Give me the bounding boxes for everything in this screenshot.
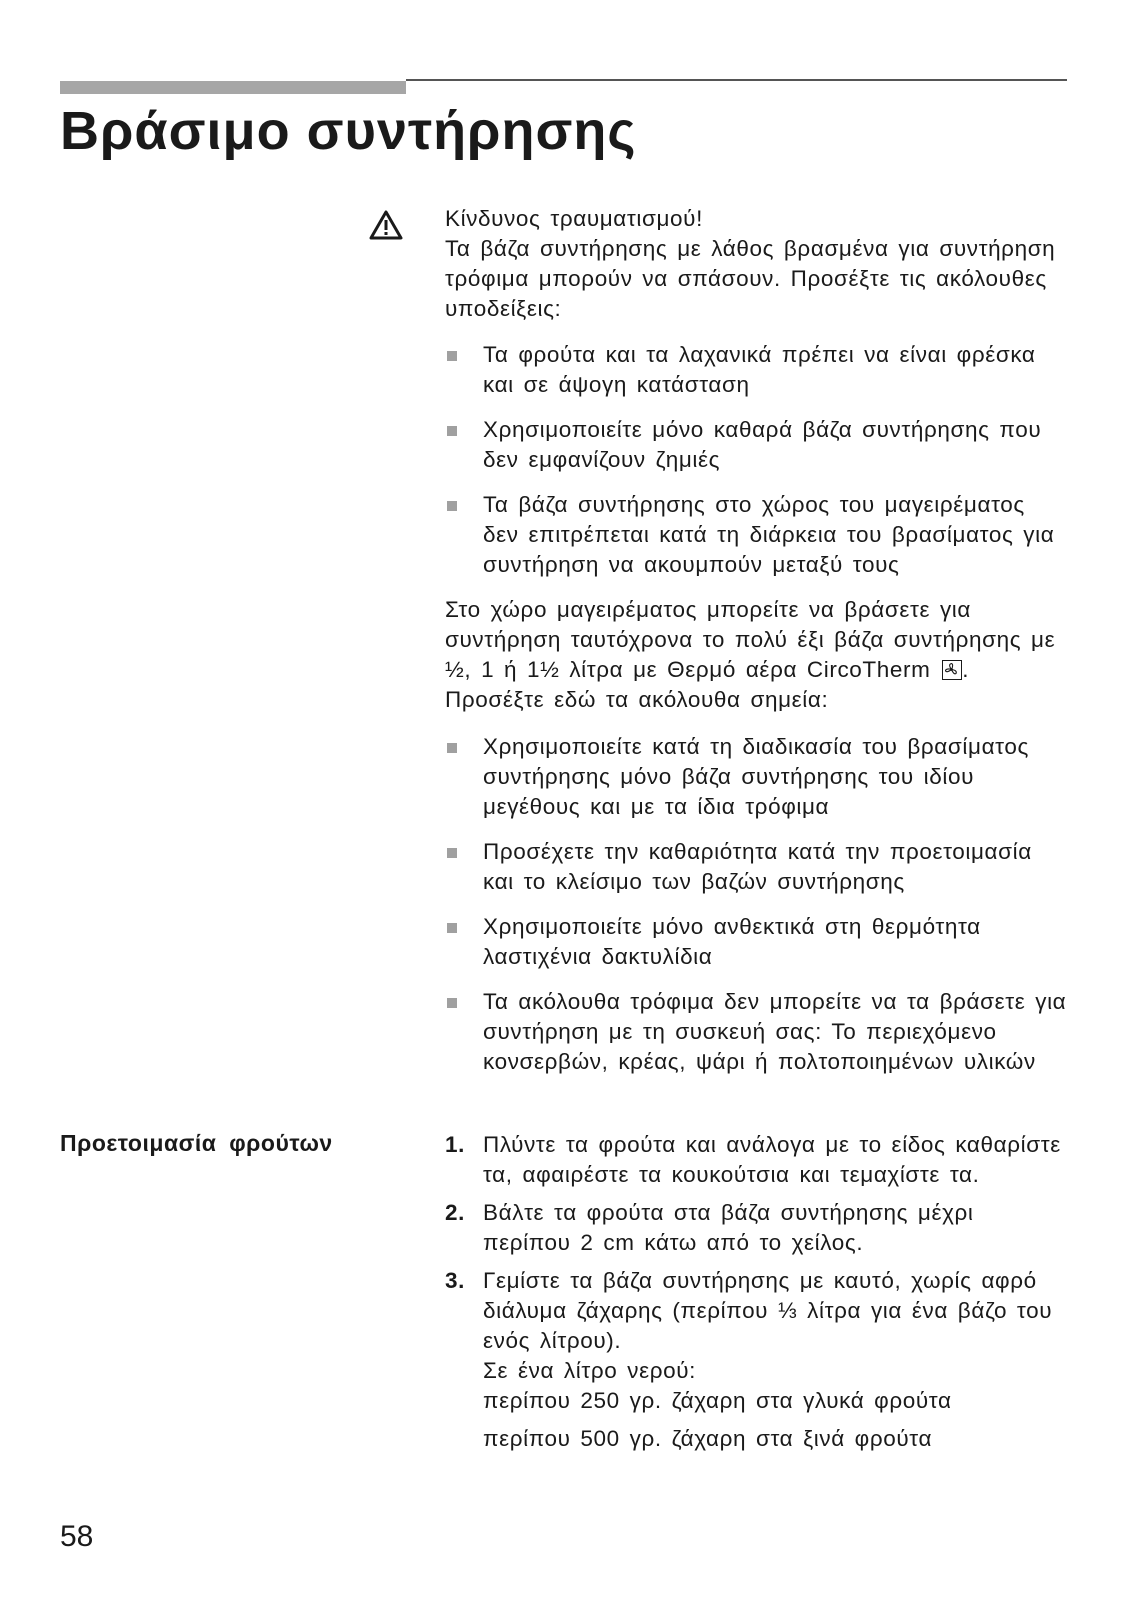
circotherm-list <box>445 732 1070 1077</box>
warning-triangle-icon <box>369 210 403 240</box>
steps-list <box>445 1130 1070 1462</box>
main-content <box>445 204 1070 1092</box>
page-number: 58 <box>60 1520 94 1553</box>
list-item <box>445 732 1070 822</box>
step-number: 3. <box>445 1268 465 1293</box>
step-number: 1. <box>445 1132 465 1157</box>
page-title: Βράσιμο συντήρησης <box>60 101 637 161</box>
list-item <box>445 837 1070 897</box>
bullet-square-icon <box>447 848 457 858</box>
circotherm-text: Στο χώρο μαγειρέματος μπορείτε να βράσετε για συντήρηση ταυτόχρονα το πολύ έξι βάζα συντήρησης με ½, 1 ή 1½ λίτρα με Θερμό αέρα CircoTherm <box>445 597 1056 682</box>
step-item <box>445 1198 1070 1258</box>
step-text: Γεμίστε τα βάζα συντήρησης με καυτό, χωρίς αφρό διάλυμα ζάχαρης (περίπου ⅓ λίτρα για ένα βάζο του ενός λίτρου). <box>483 1268 1053 1353</box>
header-rule-thin <box>406 79 1067 81</box>
warning-text: Τα βάζα συντήρησης με λάθος βρασμένα για συντήρηση τρόφιμα μπορούν να σπάσουν. Προσέξτε τις ακόλουθες υποδείξεις: <box>445 236 1056 321</box>
list-item <box>445 340 1070 400</box>
list-item-text: Τα φρούτα και τα λαχανικά πρέπει να είναι φρέσκα και σε άψογη κατάσταση <box>483 342 1036 397</box>
header-rule-thick <box>60 81 406 94</box>
list-item-text: Χρησιμοποιείτε μόνο ανθεκτικά στη θερμότητα λαστιχένια δακτυλίδια <box>483 914 981 969</box>
list-item <box>445 415 1070 475</box>
step-item <box>445 1266 1070 1454</box>
bullet-square-icon <box>447 923 457 933</box>
list-item-text: Τα ακόλουθα τρόφιμα δεν μπορείτε να τα βράσετε για συντήρηση με τη συσκευή σας: Το περιεχόμενο κονσερβών, κρέας, ψάρι ή πολτοποιημένων υλικών <box>483 989 1067 1074</box>
bullet-square-icon <box>447 998 457 1008</box>
step-number: 2. <box>445 1200 465 1225</box>
list-item <box>445 987 1070 1077</box>
circotherm-paragraph <box>445 595 1070 715</box>
list-item-text: Προσέχετε την καθαριότητα κατά την προετοιμασία και το κλείσιμο των βαζών συντήρησης <box>483 839 1032 894</box>
section-heading: Προετοιμασία φρούτων <box>60 1130 333 1156</box>
bullet-square-icon <box>447 743 457 753</box>
step-text: Βάλτε τα φρούτα στα βάζα συντήρησης μέχρι περίπου 2 cm κάτω από το χείλος. <box>483 1200 974 1255</box>
precautions-list <box>445 340 1070 580</box>
list-item-text: Χρησιμοποιείτε μόνο καθαρά βάζα συντήρησης που δεν εμφανίζουν ζημιές <box>483 417 1042 472</box>
step-item <box>445 1130 1070 1190</box>
note-points-text: Προσέξτε εδώ τα ακόλουθα σημεία: <box>445 687 829 712</box>
step-subline: Σε ένα λίτρο νερού: <box>483 1358 696 1383</box>
bullet-square-icon <box>447 501 457 511</box>
bullet-square-icon <box>447 351 457 361</box>
step-subline: περίπου 250 γρ. ζάχαρη στα γλυκά φρούτα <box>483 1388 952 1413</box>
step-subline: περίπου 500 γρ. ζάχαρη στα ξινά φρούτα <box>483 1426 933 1451</box>
warning-heading: Κίνδυνος τραυματισμού! <box>445 206 703 231</box>
step-text: Πλύντε τα φρούτα και ανάλογα με το είδος καθαρίστε τα, αφαιρέστε τα κουκούτσια και τεμαχίστε τα. <box>483 1132 1061 1187</box>
list-item <box>445 912 1070 972</box>
list-item-text: Χρησιμοποιείτε κατά τη διαδικασία του βρασίματος συντήρησης μόνο βάζα συντήρησης του ιδίου μεγέθους και με τα ίδια τρόφιμα <box>483 734 1029 819</box>
list-item <box>445 490 1070 580</box>
paragraph-period: . <box>962 657 970 682</box>
bullet-square-icon <box>447 426 457 436</box>
list-item-text: Τα βάζα συντήρησης στο χώρος του μαγειρέματος δεν επιτρέπεται κατά τη διάρκεια του βρασίματος για συντήρηση να ακουμπούν μεταξύ τους <box>483 492 1055 577</box>
circotherm-fan-icon <box>942 660 962 680</box>
